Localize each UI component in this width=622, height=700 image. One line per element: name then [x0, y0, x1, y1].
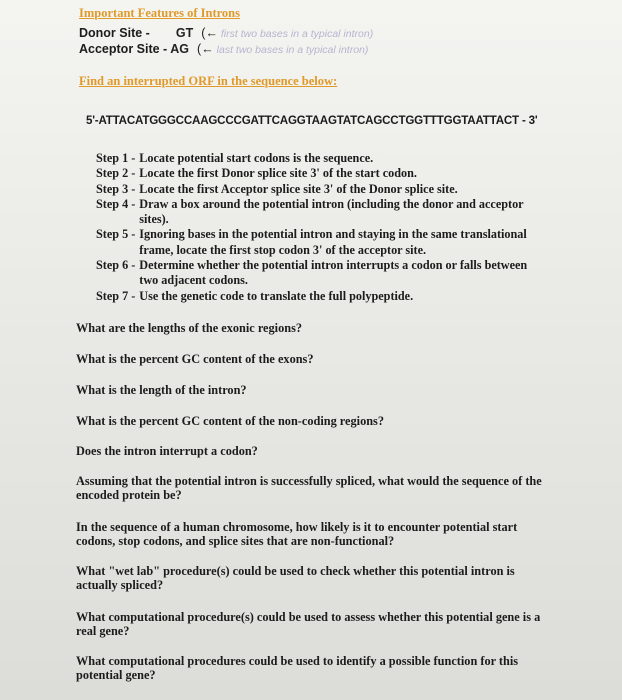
- acceptor-site-line: [79, 42, 368, 56]
- question-exon-lengths: What are the lengths of the exonic regions?: [76, 321, 302, 335]
- step-number: Step 4 -: [96, 196, 136, 211]
- dna-sequence: 5'-ATTACATGGGCCAAGCCCGATTCAGGTAAGTATCAGCCTGGTTTGGTAATTACT - 3': [86, 114, 538, 127]
- step-number: Step 2 -: [96, 166, 136, 181]
- step-number: Step 3 -: [96, 181, 136, 196]
- acceptor-site-label: Acceptor Site -: [79, 42, 168, 56]
- step-item: [96, 227, 536, 258]
- step-text: Use the genetic code to translate the full polypeptide.: [139, 288, 414, 303]
- question-computational-real-gene: What computational procedure(s) could be used to assess whether this potential gene is a real gene?: [76, 610, 541, 638]
- step-item: [96, 197, 536, 228]
- step-number: Step 5 -: [96, 227, 136, 242]
- step-item: [96, 151, 536, 166]
- donor-note: first two bases in a typical intron): [220, 28, 374, 40]
- step-item: [96, 258, 536, 289]
- donor-site-label: Donor Site -: [79, 26, 150, 40]
- step-text: Ignoring bases in the potential intron and staying in the same translational frame, locate the first stop codon 3' of the acceptor site.: [139, 227, 527, 257]
- step-text: Draw a box around the potential intron (including the donor and acceptor sites).: [139, 196, 524, 227]
- question-codon-interrupt: Does the intron interrupt a codon?: [76, 444, 258, 458]
- step-number: Step 6 -: [96, 258, 136, 273]
- acceptor-note: last two bases in a typical intron): [216, 44, 369, 56]
- step-item: [96, 166, 536, 181]
- donor-site-code: GT: [175, 26, 194, 40]
- question-wet-lab: What "wet lab" procedure(s) could be used to check whether this potential intron is actually spliced?: [76, 564, 515, 592]
- step-text: Locate the first Acceptor splice site 3' of the Donor splice site.: [139, 181, 458, 196]
- question-nonfunctional-likelihood: In the sequence of a human chromosome, how likely is it to encounter potential start codons, stop codons, and splice sites that are non-functional?: [76, 520, 518, 548]
- step-item: [96, 182, 536, 197]
- question-exon-gc: What is the percent GC content of the exons?: [76, 352, 314, 366]
- step-text: Determine whether the potential intron interrupts a codon or falls between two adjacent codons.: [139, 258, 528, 288]
- acceptor-arrow: (←: [196, 42, 214, 56]
- question-intron-length: What is the length of the intron?: [76, 383, 247, 397]
- intron-features-heading: Important Features of Introns: [79, 6, 240, 20]
- question-noncoding-gc: What is the percent GC content of the non-coding regions?: [76, 414, 384, 428]
- step-number: Step 7 -: [96, 288, 136, 303]
- step-number: Step 1 -: [96, 151, 136, 165]
- donor-arrow: (←: [201, 26, 218, 40]
- find-orf-heading: Find an interrupted ORF in the sequence below:: [79, 74, 338, 88]
- question-computational-function: What computational procedures could be used to identify a possible function for this potential gene?: [76, 654, 519, 682]
- step-text: Locate potential start codons is the sequence.: [139, 151, 374, 165]
- donor-site-line: [79, 26, 373, 40]
- steps-list: [96, 151, 536, 304]
- acceptor-site-code: AG: [170, 42, 189, 56]
- question-protein-sequence: Assuming that the potential intron is successfully spliced, what would the sequence of the encoded protein be?: [76, 474, 542, 502]
- step-text: Locate the first Donor splice site 3' of the start codon.: [139, 166, 417, 181]
- step-item: [96, 289, 536, 304]
